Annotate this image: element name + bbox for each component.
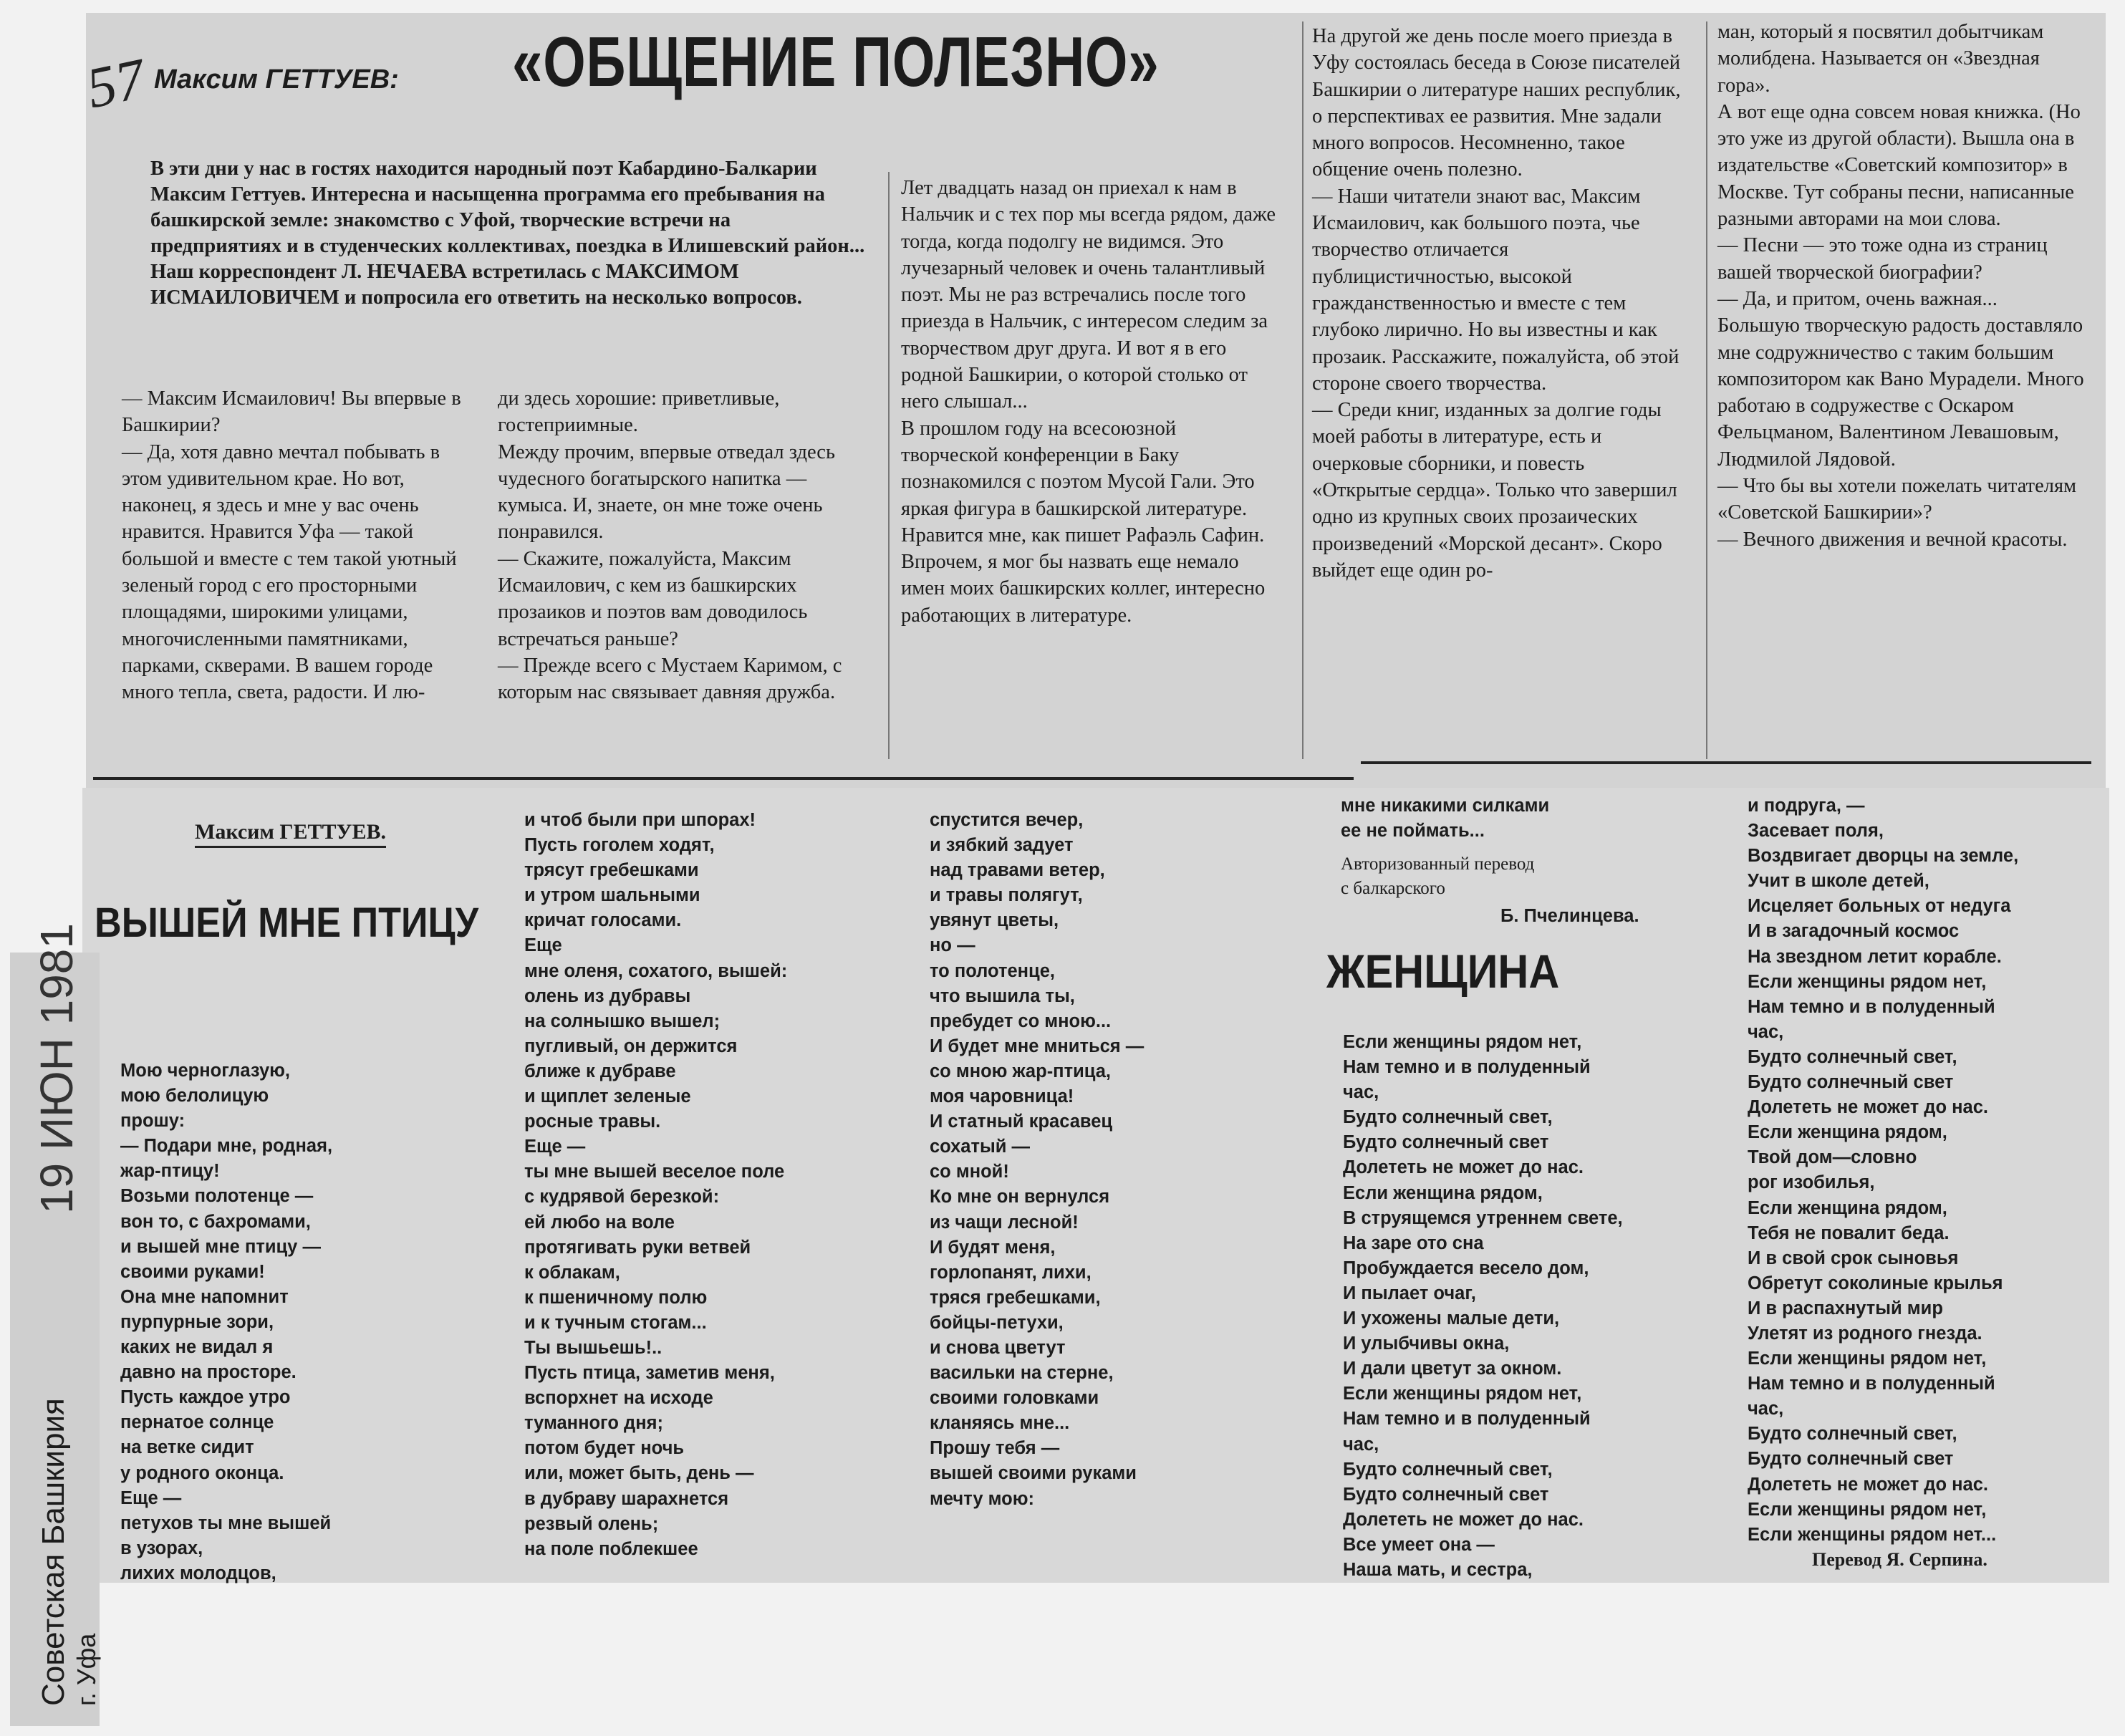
poem-title: ЖЕНЩИНА [1326, 945, 1560, 998]
translator-credit: Б. Пчелинцева. [1500, 906, 1639, 926]
poem-title: ВЫШЕЙ МНЕ ПТИЦУ [95, 900, 479, 946]
stamp-city: г. Уфа [72, 1633, 101, 1706]
handwritten-number: 57 [81, 47, 151, 121]
stamp-date: 19 ИЮН 1981 [31, 923, 82, 1214]
interview-column-4: На другой же день после моего приезда в Уфу состоялась беседа в Союзе писателей Башкирии о литературе наших республик, о перспективах ее развития. Мне задали много вопросов. Несомненно, такое общение очень полезно. — Наши читатели знают вас, Максим Исмаилович, как большого поэта, чье творчество отличается публицистичностью, высокой гражданственностью и вместе с тем глубоко лирично. Но вы известны и как прозаик. Расскажите, пожалуйста, об этой стороне своего творчества. — Среди книг, изданных за долгие годы моей работы в литературе, есть и очерковые сборники, и повесть «Открытые сердца». Только что завершил одно из крупных своих прозаических произведений «Морской десант». Скоро выйдет еще один ро- [1312, 25, 1681, 582]
interview-column-3: Лет двадцать назад он приехал к нам в Нальчик и с тех пор мы всегда рядом, даже тогда, когда подолгу не видимся. Это лучезарный человек и очень талантливый поэт. Мы не раз встречались после того приезда в Нальчик, с интересом следим за творчеством друг друга. И вот я в его родной Башкирии, о которой столько от него слышал... В прошлом году на всесоюзной творческой конференции в Баку познакомился с поэтом Мусой Гали. Это яркая фигура в башкирской литературе. Нравится мне, как пишет Рафаэль Сафин. Впрочем, я мог бы назвать еще немало имен моих башкирских коллег, интересно работающих в литературе. [901, 177, 1276, 627]
section-rule [93, 777, 1354, 780]
article-intro: В эти дни у нас в гостях находится народный поэт Кабардино-Балкарии Максим Геттуев. Интересна и насыщенна программа его пребывания на башкирской земле: знакомство с Уфой, творческие встречи на предприятиях и в студенческих коллективах, поездка в Илишевский район... Наш корреспондент Л. НЕЧАЕВА встретилась с МАКСИМОМ ИСМАИЛОВИЧЕМ и попросила его ответить на несколько вопросов. [150, 158, 865, 309]
poem-ending: мне никакими силками ее не поймать... [1341, 796, 1550, 842]
article-author: Максим ГЕТТУЕВ: [154, 64, 399, 95]
interview-column-2: ди здесь хорошие: приветливые, гостеприимные. Между прочим, впервые отведал здесь чудесного богатырского напитка — кумыса. И, знаете, он мне тоже очень понравился. — Скажите, пожалуйста, Максим Исмаилович, с кем из башкирских прозаиков и поэтов вам доводилось встречаться раньше? — Прежде всего с Мустаем Каримом, с которым нас связывает давняя дружба. [498, 387, 842, 704]
stamp-newspaper: Советская Башкирия [36, 1398, 71, 1706]
poem-column-2: и подруга, — Засевает поля, Воздвигает дворцы на земле, Учит в школе детей, Исцеляет больных от недуга И в загадочный космос На звездном летит корабле. Если женщины рядом нет, Нам темно и в полуденный час, Будто солнечный свет, Будто солнечный свет Долететь не может до нас. Если женщина рядом, Твой дом—словно рог изобилья, Если женщина рядом, Тебя не повалит беда. И в свой срок сыновья Обретут соколиные крылья И в распахнутый мир Улетят из родного гнезда. Если женщины рядом нет, Нам темно и в полуденный час, Будто солнечный свет, Будто солнечный свет Долететь не может до нас. Если женщины рядом нет, Если женщины рядом нет... [1748, 796, 2019, 1545]
poem-author: Максим ГЕТТУЕВ. [195, 820, 386, 848]
poem-column-3: спустится вечер, и зябкий задует над травами ветер, и травы полягут, увянут цветы, но — то полотенце, что вышила ты, пребудет со мною... И будет мне мниться — со мною жар-птица, моя чаровница! И статный красавец сохатый — со мной! Ко мне он вернулся из чащи лесной! И будят меня, горлопанят, лихи, тряся гребешками, бойцы-петухи, и снова цветут васильки на стерне, своими головками кланяясь мне... Прошу тебя — вышей своими руками мечту мою: [930, 810, 1145, 1509]
column-divider [888, 172, 890, 759]
interview-column-5: ман, который я посвятил добытчикам молибдена. Называется он «Звездная гора». А вот еще одна совсем новая книжка. (Но это уже из другой области). Вышла она в издательстве «Советский композитор» в Москве. Тут собраны песни, написанные разными авторами на мои слова. — Песни — это тоже одна из страниц вашей творческой биографии? — Да, и притом, очень важная... Большую творческую радость доставляло мне содружничество с таким большим композитором как Вано Мурадели. Много работаю в содружестве с Оскаром Фельцманом, Валентином Левашовым, Людмилой Лядовой. — Что бы вы хотели пожелать читателям «Советской Башкирии»? — Вечного движения и вечной красоты. [1717, 21, 2084, 551]
column-divider [1302, 21, 1304, 759]
poem-column-1: Если женщины рядом нет, Нам темно и в полуденный час, Будто солнечный свет, Будто солнечный свет Долететь не может до нас. Если женщина рядом, В струящемся утреннем свете, На заре ото сна Пробуждается весело дом, И пылает очаг, И ухожены малые дети, И улыбчивы окна, И дали цветут за окном. Если женщины рядом нет, Нам темно и в полуденный час, Будто солнечный свет, Будто солнечный свет Долететь не может до нас. Все умеет она — Наша мать, и сестра, [1343, 1032, 1623, 1580]
poem-column-1: Мою черноглазую, мою белолицую прошу: — Подари мне, родная, жар-птицу! Возьми полотенце — вон то, с бахромами, и вышей мне птицу — своими руками! Она мне напомнит пурпурные зори, каких не видал я давно на просторе. Пусть каждое утро пернатое солнце на ветке сидит у родного оконца. Еще — петухов ты мне вышей в узорах, лихих молодцов, [120, 1061, 333, 1583]
interview-column-1: — Максим Исмаилович! Вы впервые в Башкирии? — Да, хотя давно мечтал побывать в этом удивительном крае. Но вот, наконец, я здесь и мне у вас очень нравится. Нравится Уфа — такой большой и вместе с тем такой уютный зеленый город с его просторными площадями, широкими улицами, многочисленными памятниками, парками, скверами. В вашем городе много тепла, света, радости. И лю- [122, 387, 461, 704]
translator-credit: Перевод Я. Серпина. [1812, 1549, 1987, 1570]
translation-note: Авторизованный перевод с балкарского [1341, 854, 1535, 898]
column-divider [1706, 21, 1707, 759]
newspaper-stamp [36, 1398, 102, 1706]
poem-column-2: и чтоб были при шпорах! Пусть гоголем ходят, трясут гребешками и утром шальными кричат голосами. Еще мне оленя, сохатого, вышей: олень из дубравы на солнышко вышел; пугливый, он держится ближе к дубраве и щиплет зеленые росные травы. Еще — ты мне вышей веселое поле с кудрявой березкой: ей любо на воле протягивать руки ветвей к облакам, к пшеничному полю и к тучным стогам... Ты вышьешь!.. Пусть птица, заметив меня, вспорхнет на исходе туманного дня; потом будет ночь или, может быть, день — в дубраву шарахнется резвый олень; на поле поблекшее [524, 810, 788, 1559]
article-title: «ОБЩЕНИЕ ПОЛЕЗНО» [512, 22, 1160, 101]
section-rule [1361, 761, 2091, 764]
